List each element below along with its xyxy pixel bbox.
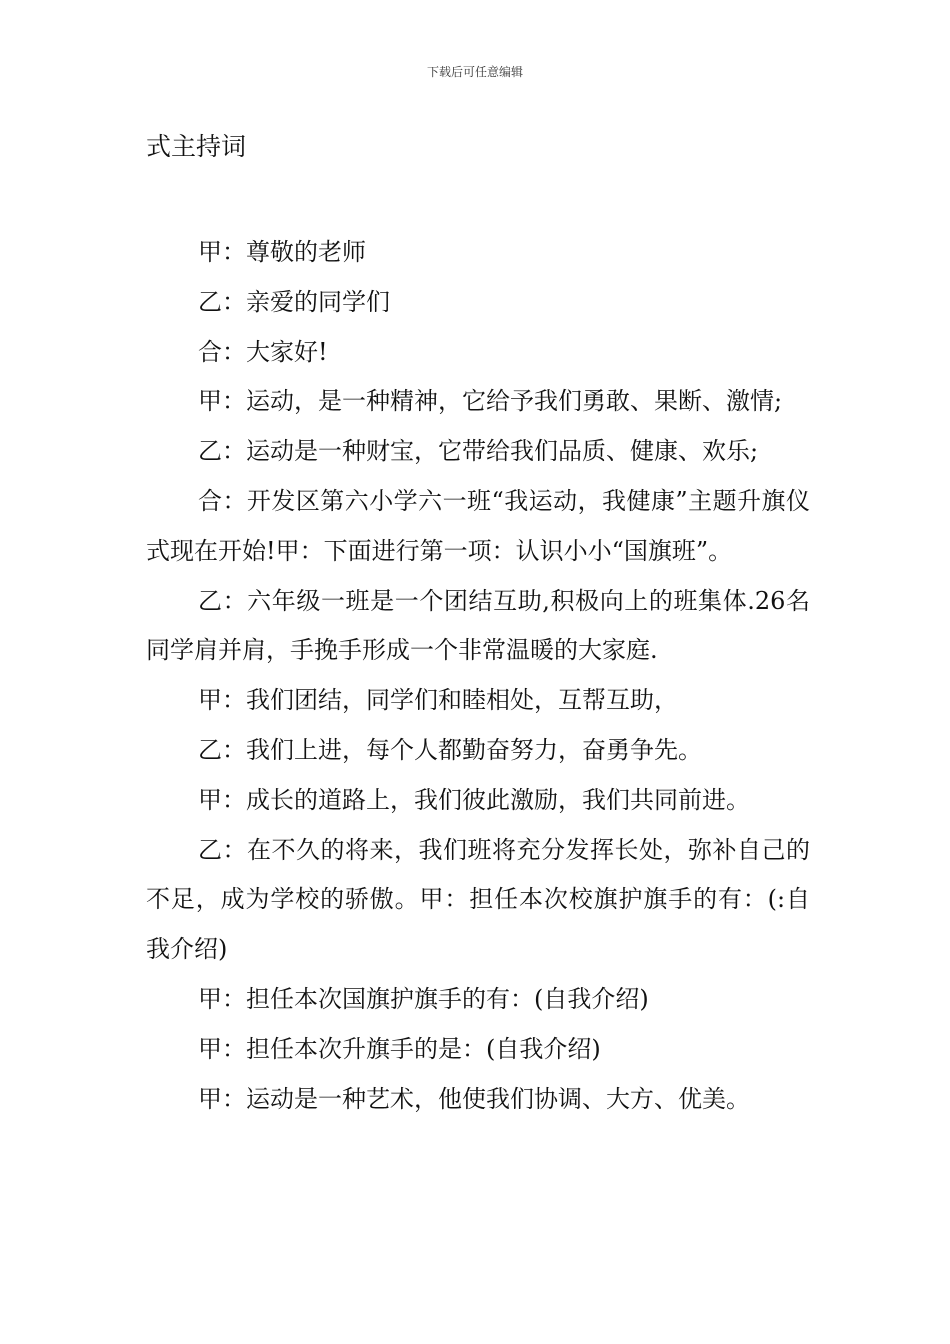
paragraph: 甲：运动，是一种精神，它给予我们勇敢、果断、激情; <box>198 387 783 416</box>
document-body <box>146 228 810 1124</box>
paragraph: 乙：我们上进，每个人都勤奋努力，奋勇争先。 <box>198 735 702 764</box>
document-title: 式主持词 <box>146 132 247 161</box>
paragraph: 合：大家好! <box>198 337 328 366</box>
paragraph: 甲：尊敬的老师 <box>198 238 366 266</box>
paragraph: 乙：亲爱的同学们 <box>198 287 390 316</box>
paragraph: 甲：运动是一种艺术，他使我们协调、大方、优美。 <box>198 1084 750 1113</box>
paragraph: 乙：在不久的将来，我们班将充分发挥长处，弥补自己的不足，成为学校的骄傲。甲：担任本次校旗护旗手的有：(:自我介绍) <box>146 835 810 964</box>
paragraph: 甲：成长的道路上，我们彼此激励，我们共同前进。 <box>198 785 750 814</box>
header-note: 下载后可任意编辑 <box>426 65 523 79</box>
paragraph: 甲：担任本次升旗手的是：(自我介绍) <box>198 1034 601 1063</box>
paragraph: 甲：担任本次国旗护旗手的有：(自我介绍) <box>198 984 649 1013</box>
paragraph: 乙：六年级一班是一个团结互助,积极向上的班集体.26名同学肩并肩，手挽手形成一个非常温暖的大家庭. <box>146 586 810 665</box>
paragraph: 合：开发区第六小学六一班“我运动，我健康”主题升旗仪式现在开始!甲：下面进行第一项：认识小小“国旗班”。 <box>146 486 810 565</box>
paragraph: 乙：运动是一种财宝，它带给我们品质、健康、欢乐; <box>198 437 759 466</box>
paragraph: 甲：我们团结，同学们和睦相处，互帮互助， <box>198 686 678 715</box>
